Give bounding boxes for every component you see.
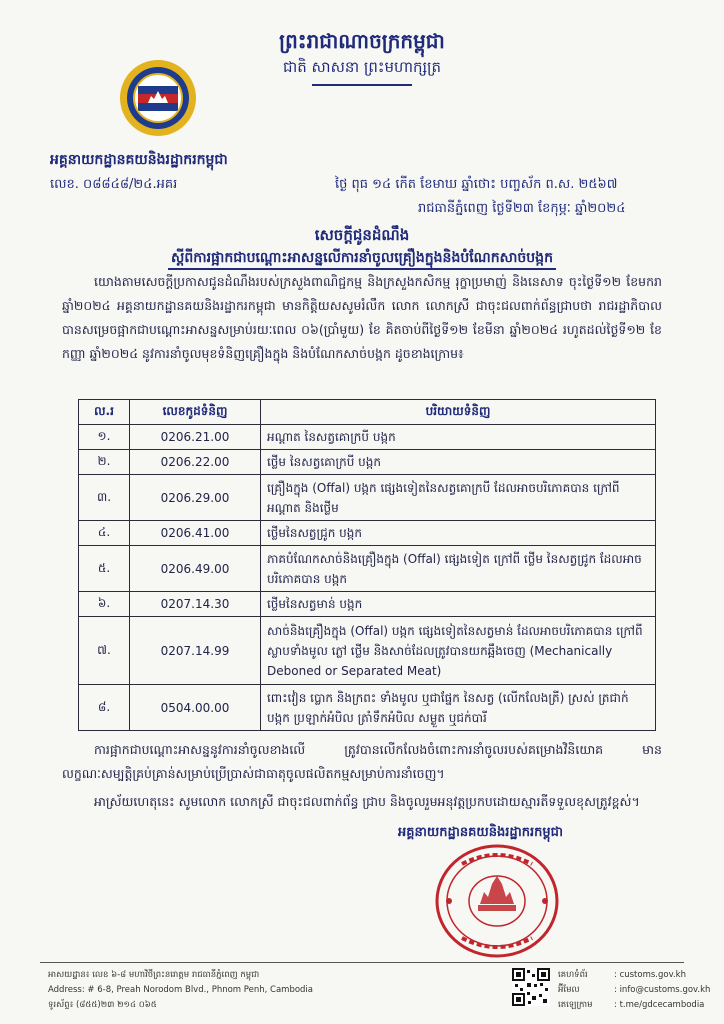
goods-description: ភាគបំណែកសាច់និងគ្រឿងក្នុង (Offal) ផ្សេងទៀត ក្រៅពី ថ្លើម នៃសត្វជ្រូក ដែលអាចបរិភោគបាន បង្កក [261, 546, 656, 592]
table-row [79, 685, 656, 731]
website-link[interactable]: : customs.gov.kh [614, 970, 686, 980]
lunar-date: ថ្ងៃ ពុធ ១៤ កើត ខែមាឃ ឆ្នាំថោះ បញ្ចស័ក ព.ស. ២៥៦៧ [335, 177, 618, 192]
goods-description: ថ្លើមនៃសត្វជ្រូក បង្កក [261, 521, 656, 546]
solar-date: រាជធានីភ្នំពេញ ថ្ងៃទី២៣ ខែកុម្ភៈ ឆ្នាំ២០២៤ [418, 201, 626, 216]
hs-code: 0206.41.00 [130, 521, 261, 546]
website-line [558, 968, 710, 983]
hs-code: 0207.14.99 [130, 617, 261, 685]
row-number: ១. [79, 425, 130, 450]
email-label: អ៊ីមែល [558, 985, 580, 995]
row-number: ៧. [79, 617, 130, 685]
motto-divider [312, 84, 412, 86]
telegram-label: តេឡេក្រាម [558, 1000, 593, 1010]
goods-description: អណ្តាត នៃសត្វគោក្របី បង្កក [261, 425, 656, 450]
header-description: បរិយាយទំនិញ [261, 400, 656, 425]
customs-emblem-icon [118, 58, 198, 138]
row-number: ៦. [79, 592, 130, 617]
goods-description: ថ្លើម នៃសត្វគោក្របី បង្កក [261, 450, 656, 475]
exemption-paragraph: ការផ្អាកជាបណ្តោះអាសន្ននូវការនាំចូលខាងលើ ត្រូវបានលើកលែងចំពោះការនាំចូលរបស់គម្រោងវិនិយោគ មានលក្ខណៈសម្បត្តិគ្រប់គ្រាន់សម្រាប់ប្រើប្រាស់ជាធាតុចូលផលិតកម្មសម្រាប់ការនាំចេញ។ [62, 742, 662, 781]
table-row [79, 475, 656, 521]
footer-online [558, 968, 710, 1013]
header-code: លេខកូដទំនិញ [130, 400, 261, 425]
table-row [79, 521, 656, 546]
kingdom-heading: ព្រះរាជាណាចក្រកម្ពុជា [279, 29, 445, 53]
table-row [79, 546, 656, 592]
table-row [79, 592, 656, 617]
table-row [79, 450, 656, 475]
footer-divider [40, 962, 684, 963]
issuing-department: អគ្គនាយកដ្ឋានគយនិងរដ្ឋាករកម្ពុជា [50, 152, 228, 168]
national-motto: ជាតិ សាសនា ព្រះមហាក្សត្រ [282, 58, 442, 76]
table-row [79, 425, 656, 450]
telegram-line [558, 998, 710, 1013]
email-link[interactable]: : info@customs.gov.kh [614, 985, 711, 995]
signatory-department: អគ្គនាយកដ្ឋានគយនិងរដ្ឋាករកម្ពុជា [398, 825, 564, 840]
notice-title: សេចក្តីជូនដំណឹង [314, 226, 410, 244]
qr-code-icon [512, 968, 550, 1006]
closing-paragraph: អាស្រ័យហេតុនេះ សូមលោក លោកស្រី ជាចុះជលពាក់ព័ន្ធ ជ្រាប និងចូលរួមអនុវត្តប្រកបដោយស្មារតីទទួលខុសត្រូវខ្ពស់។ [94, 794, 640, 809]
goods-description: ពោះវៀន ប្លោក និងក្រពះ ទាំងមូល ឬជាផ្នែក នៃសត្វ (លើកលែងត្រី) ស្រស់ ត្រជាក់ បង្កក ប្រឡាក់អំបិល ត្រាំទឹកអំបិល សម្ងួត ឬជក់បារី [261, 685, 656, 731]
reference-number: លេខ. ០៨៨៤៨/២៤.អគរ [50, 177, 178, 192]
hs-code: 0504.00.00 [130, 685, 261, 731]
address-english: Address: # 6-8, Preah Norodom Blvd., Phnom Penh, Cambodia [48, 985, 314, 995]
table-row [79, 617, 656, 685]
footer-contact [48, 968, 313, 1013]
goods-table [78, 399, 656, 731]
header-no: ល.រ [79, 400, 130, 425]
goods-description: គ្រឿងក្នុង (Offal) បង្កក ផ្សេងទៀតនៃសត្វគោក្របី ដែលអាចបរិភោគបាន ក្រៅពី អណ្តាត និងថ្លើម [261, 475, 656, 521]
table-header-row [79, 400, 656, 425]
address-khmer: អាសយដ្ឋាន៖ លេខ ៦-៨ មហាវិថីព្រះនរោត្តម រាជធានីភ្នំពេញ កម្ពុជា [48, 970, 260, 980]
row-number: ២. [79, 450, 130, 475]
hs-code: 0206.29.00 [130, 475, 261, 521]
goods-description: សាច់និងគ្រឿងក្នុង (Offal) បង្កក ផ្សេងទៀតនៃសត្វមាន់ ដែលអាចបរិភោគបាន ក្រៅពី ស្លាបទាំងមូល ភ្លៅ ថ្លើម និងសាច់ដែលត្រូវបានយកឆ្អឹងចេញ (Mechanically Deboned or Separated Meat) [261, 617, 656, 685]
intro-paragraph: យោងតាមសេចក្តីប្រកាសជូនដំណឹងរបស់ក្រសួងពាណិជ្ជកម្ម និងក្រសួងកសិកម្ម រុក្ខាប្រមាញ់ និងនេសាទ ចុះថ្ងៃទី១២ ខែមករា ឆ្នាំ២០២៤ អគ្គនាយកដ្ឋានគយនិងរដ្ឋាករកម្ពុជា មានកិត្តិយសសូមរំលឹក លោក លោកស្រី ជាចុះជលពាក់ព័ន្ធជ្រាបថា រាជរដ្ឋាភិបាលបានសម្រេចផ្អាកជាបណ្តោះអាសន្នសម្រាប់រយៈពេល ០៦(ប្រាំមួយ) ខែ គិតចាប់ពីថ្ងៃទី១២ ខែមីនា ឆ្នាំ២០២៤ រហូតដល់ថ្ងៃទី១២ ខែកញ្ញា ឆ្នាំ២០២៤ នូវការនាំចូលមុខទំនិញគ្រឿងក្នុង និងបំណែកសាច់បង្កក ដូចខាងក្រោម៖ [62, 274, 662, 361]
row-number: ៣. [79, 475, 130, 521]
row-number: ៤. [79, 521, 130, 546]
goods-description: ថ្លើមនៃសត្វមាន់ បង្កក [261, 592, 656, 617]
website-label: គេហទំព័រ [558, 970, 588, 980]
hs-code: 0206.22.00 [130, 450, 261, 475]
notice-subject: ស្តីពីការផ្អាកជាបណ្តោះអាសន្នលើការនាំចូលគ្រឿងក្នុងនិងបំណែកសាច់បង្កក [171, 250, 553, 266]
email-line [558, 983, 710, 998]
hs-code: 0206.21.00 [130, 425, 261, 450]
official-seal-icon [432, 842, 562, 960]
row-number: ៨. [79, 685, 130, 731]
hs-code: 0207.14.30 [130, 592, 261, 617]
telegram-link[interactable]: : t.me/gdcecambodia [614, 1000, 705, 1010]
phone-number: ទូរស័ព្ទ៖ (៨៥៥)២៣ ២១៤ ០៦៥ [48, 1000, 157, 1010]
row-number: ៥. [79, 546, 130, 592]
hs-code: 0206.49.00 [130, 546, 261, 592]
